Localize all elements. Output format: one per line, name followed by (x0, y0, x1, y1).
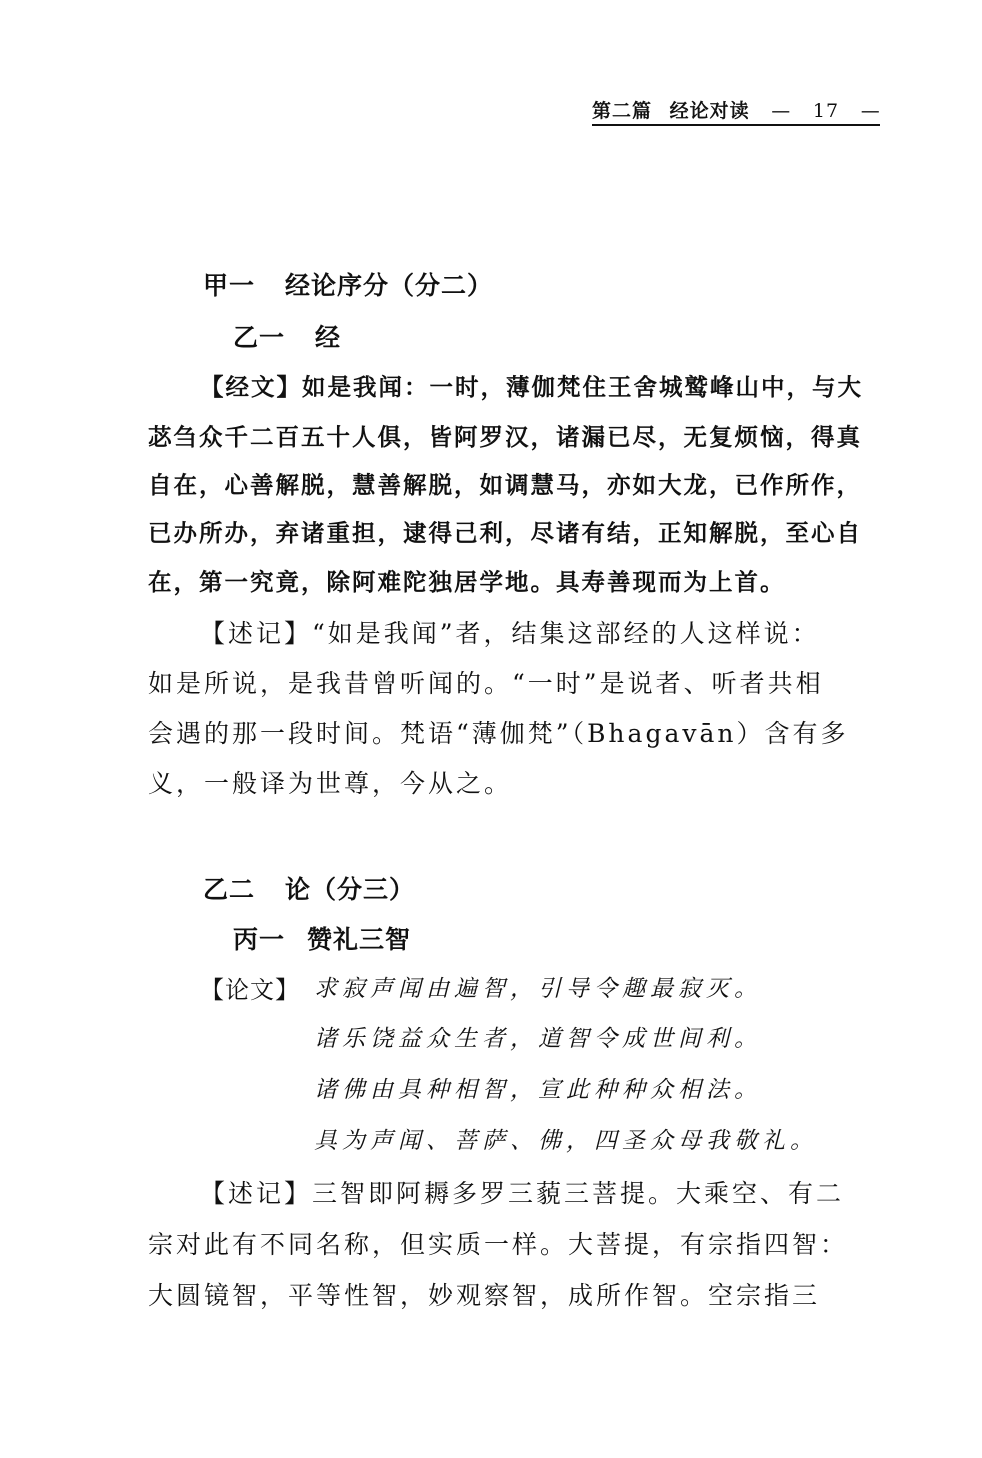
heading-yi2-title: 论（分三） (285, 875, 416, 904)
header-chapter: 第二篇 (592, 100, 653, 122)
verse-line: 求寂声闻由遍智，引导令趣最寂灭。 (314, 976, 762, 1002)
sutra-line: 【经文】如是我闻：一时，薄伽梵住王舍城鹫峰山中，与大 (200, 373, 863, 401)
heading-yi2 (203, 870, 415, 906)
commentary-line: 宗对此有不同名称，但实质一样。大菩提，有宗指四智： (148, 1230, 849, 1259)
header-section: 经论对读 (669, 100, 750, 122)
sutra-line: 苾刍众千二百五十人俱，皆阿罗汉，诸漏已尽，无复烦恼，得真 (148, 423, 862, 451)
commentary-line: 如是所说，是我昔曾听闻的。“一时”是说者、听者共相 (148, 669, 824, 698)
header-rule (592, 124, 880, 126)
verse-line: 诸佛由具种相智，宣此种种众相法。 (314, 1077, 762, 1103)
header-dash-right: — (860, 100, 881, 122)
page-number: 17 (812, 100, 840, 122)
heading-yi2-label: 乙二 (203, 875, 256, 904)
heading-bing1-title: 赞礼三智 (307, 925, 412, 954)
sutra-line: 在，第一究竟，除阿难陀独居学地。具寿善现而为上首。 (148, 568, 786, 596)
heading-jia1-label: 甲一 (203, 271, 256, 300)
treatise-tag: 【论文】 (200, 976, 300, 1004)
commentary-line: 【述记】“如是我闻”者，结集这部经的人这样说： (200, 619, 820, 648)
header-dash-left: — (771, 100, 792, 122)
heading-yi1-title: 经 (315, 323, 342, 352)
commentary-line: 会遇的那一段时间。梵语“薄伽梵”（Bhagavān）含有多 (148, 719, 849, 748)
verse-line: 诸乐饶益众生者，道智令成世间利。 (314, 1026, 762, 1052)
running-header (592, 96, 895, 123)
sutra-line: 已办所办，弃诸重担，逮得己利，尽诸有结，正知解脱，至心自 (148, 519, 862, 547)
commentary-line: 大圆镜智，平等性智，妙观察智，成所作智。空宗指三 (148, 1281, 821, 1310)
heading-jia1 (203, 266, 493, 302)
commentary-line: 义，一般译为世尊，今从之。 (148, 769, 513, 798)
heading-yi1-label: 乙一 (233, 323, 286, 352)
heading-jia1-title: 经论序分（分二） (285, 271, 494, 300)
commentary-line: 【述记】三智即阿耨多罗三藐三菩提。大乘空、有二 (200, 1179, 845, 1208)
heading-yi1 (233, 318, 341, 354)
heading-bing1-label: 丙一 (233, 925, 286, 954)
sutra-line: 自在，心善解脱，慧善解脱，如调慧马，亦如大龙，已作所作， (148, 471, 862, 499)
verse-line: 具为声闻、菩萨、佛，四圣众母我敬礼。 (314, 1128, 818, 1154)
heading-bing1 (233, 920, 411, 956)
